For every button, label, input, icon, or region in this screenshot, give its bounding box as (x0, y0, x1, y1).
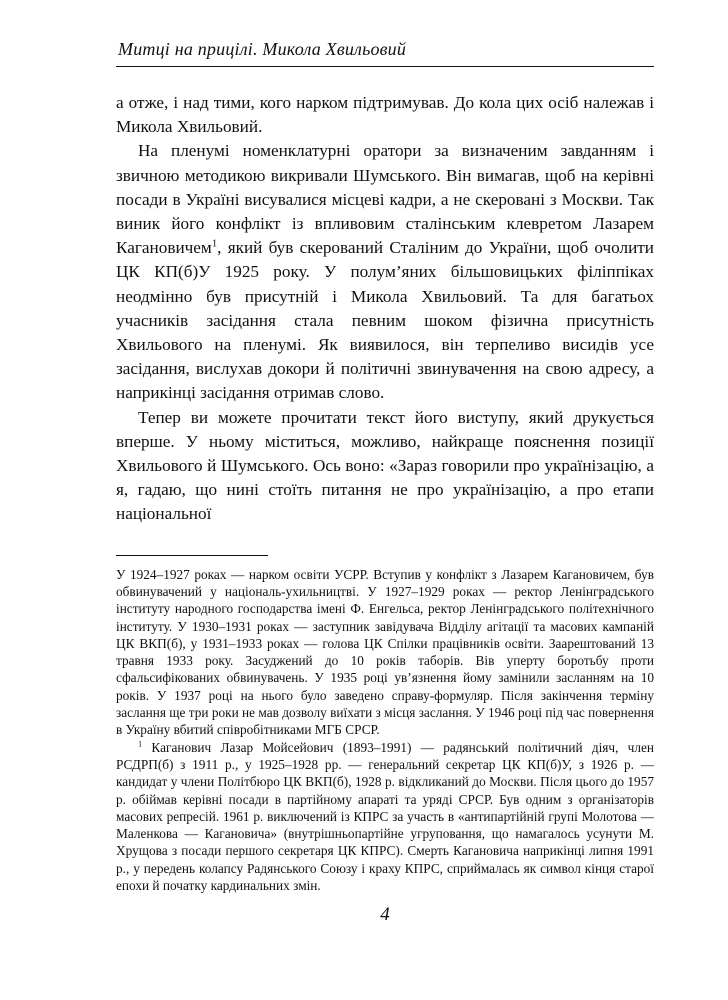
paragraph: Тепер ви можете прочитати текст його виступу, який друкується вперше. У ньому міститься, можливо, найкраще пояснення позиції Хвильового й Шумського. Ось воно: «Зараз говорили про українізацію, а я, гадаю, що нині стоїть питання не про українізацію, а про етапи національної (116, 407, 654, 524)
paragraph-text: , який був скерований Сталіним до України, щоб очолити ЦК КП(б)У 1925 року. У полум’яних більшовицьких філіппіках неодмінно був присутній і Микола Хвильовий. Та для багатьох учасників засідання стала певним шоком фізична присутність Хвильового на пленумі. Як виявилося, він терпеливо висидів усе засідання, вислухав докори й політичні звинувачення на свою адресу, а наприкінці засідання отримав слово. (116, 238, 654, 403)
footnotes (116, 566, 654, 895)
page-number: 4 (380, 904, 390, 926)
footnote-1 (116, 739, 654, 895)
book-page (116, 38, 654, 926)
footnote-marker: 1 (211, 238, 218, 250)
header-rule (116, 66, 654, 67)
paragraph (116, 139, 654, 405)
footnote-continuation: У 1924–1927 роках — нарком освіти УСРР. Вступив у конфлікт з Лазарем Кагановичем, був обвинувачений у національ-ухильництві. У 1927–1929 роках — ректор Ленінградського інституту народного господарства імені Ф. Енгельса, ректор Ленінградського політехнічного інституту. У 1930–1931 роках — заступник завідувача Відділу агітації та масових кампаній ЦК ВКП(б), у 1931–1933 роках — голова ЦК Спілки працівників освіти. Заарештований 13 травня 1933 року. Засуджений до 10 років таборів. Вів уперту боротьбу проти сфальсифікованих обвинувачень. У 1935 році ув’язнення йому замінили засланням на 10 років. У 1937 році на нього було заведено справу-формуляр. Після закінчення терміну заслання ще три роки не мав дозволу виїхати з місця заслання. У 1946 році під час повернення в Україну вбитий співробітниками МГБ СРСР. (116, 566, 654, 738)
main-text (116, 91, 654, 527)
paragraph-text: На пленумі номенклатурні оратори за визначеним завданням і звичною методикою викривали Шумського. Він вимагав, щоб на керівні посади в Україні висувалися місцеві кадри, а не скеровані з Москви. Так виник його конфлікт із впливовим сталінським клевретом Лазарем Кагановичем (116, 141, 654, 258)
footnote-text: Каганович Лазар Мойсейович (1893–1991) — радянський політичний діяч, член РСДРП(б) з 1911 р., у 1925–1928 рр. — генеральний секретар ЦК КП(б)У, з 1926 р. — кандидат у члени Політбюро ЦК ВКП(б), 1928 р. відкликаний до Москви. Після цього до 1957 р. обіймав керівні посади в партійному апараті та уряді СРСР. Був одним з організаторів масових репресій. 1961 р. виключений із КПРС за участь в «антипартійній групі Молотова — Маленкова — Кагановича» (внутрішньопартійне угруповання, що намагалось усунути М. Хрущова з посади першого секретаря ЦК КПРС). Смерть Кагановича наприкінці липня 1991 р., у передень колапсу Радянського Союзу і краху КПРС, сприймалась як символ кінця старої епохи й початку кардинальних змін. (116, 739, 655, 893)
footnote-rule (116, 555, 268, 556)
paragraph: а отже, і над тими, кого нарком підтримував. До кола цих осіб належав і Микола Хвильовий. (116, 93, 654, 137)
running-header: Митці на прицілі. Микола Хвильовий (118, 39, 407, 59)
footnote-number: 1 (138, 739, 143, 749)
